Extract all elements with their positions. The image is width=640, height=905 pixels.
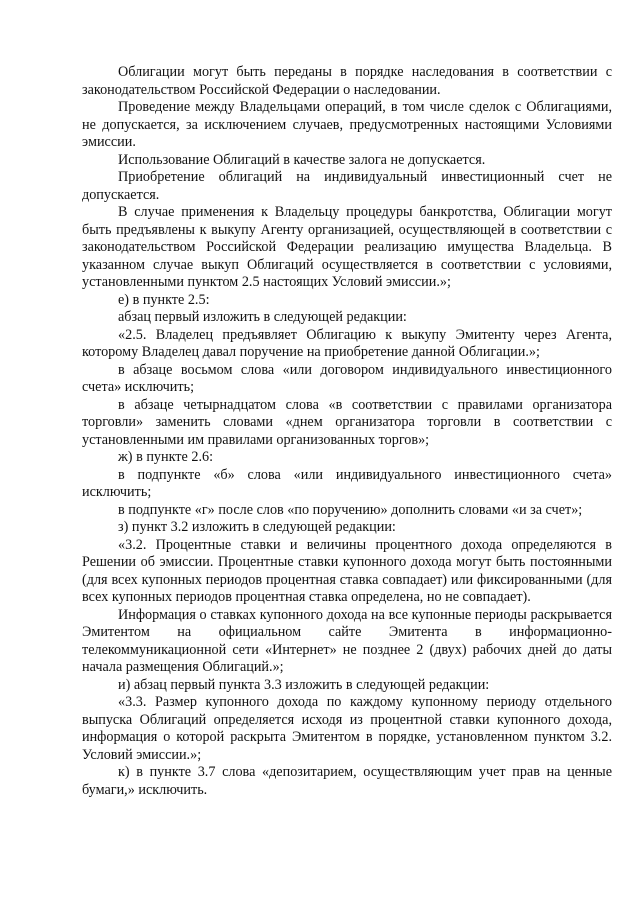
paragraph-clause-3-3: «3.3. Размер купонного дохода по каждому купонному периоду отдельного выпуска Облигаций определяется исходя из процентной ставки купонного дохода, информация о которой раскрыта Эмитентом в порядке, установленном пунктом 3.2. Условий эмиссии.»; <box>82 694 612 763</box>
paragraph-operations: Проведение между Владельцами операций, в том числе сделок с Облигациями, не допускается, за исключением случаев, предусмотренных настоящими Условиями эмиссии. <box>82 99 612 150</box>
paragraph-item-z: з) пункт 3.2 изложить в следующей редакции: <box>118 519 396 535</box>
paragraph-inheritance: Облигации могут быть переданы в порядке наследования в соответствии с законодательством Российской Федерации о наследовании. <box>82 64 612 98</box>
paragraph-first-abzac: абзац первый изложить в следующей редакции: <box>118 309 407 325</box>
paragraph-clause-2-5: «2.5. Владелец предъявляет Облигацию к выкупу Эмитенту через Агента, которому Владелец давал поручение на приобретение данной Облигации.»; <box>82 326 612 360</box>
document-page <box>82 64 612 799</box>
paragraph-eighth-abzac: в абзаце восьмом слова «или договором индивидуального инвестиционного счета» исключить; <box>82 361 612 395</box>
paragraph-subitem-b: в подпункте «б» слова «или индивидуального инвестиционного счета» исключить; <box>82 466 612 500</box>
paragraph-fourteenth-abzac: в абзаце четырнадцатом слова «в соответствии с правилами организатора торговли» заменить словами «днем организатора торговли в соответствии с установленными им правилами организованных торгов»; <box>82 396 612 448</box>
paragraph-coupon-info: Информация о ставках купонного дохода на все купонные периоды раскрывается Эмитентом на официальном сайте Эмитента в информационно-телекоммуникационной сети «Интернет» не позднее 2 (двух) рабочих дней до даты начала размещения Облигаций.»; <box>82 606 612 675</box>
paragraph-item-i: и) абзац первый пункта 3.3 изложить в следующей редакции: <box>118 676 490 693</box>
paragraph-bankruptcy: В случае применения к Владельцу процедуры банкротства, Облигации могут быть предъявлены к выкупу Агенту организацией, осуществляющей в соответствии с законодательством Российской Федерации реализацию имущества Владельца. В указанном случае выкуп Облигаций осуществляется в соответствии с условиями, установленными пунктом 2.5 настоящих Условий эмиссии.»; <box>82 204 612 290</box>
paragraph-item-e: е) в пункте 2.5: <box>118 291 210 308</box>
paragraph-pledge: Использование Облигаций в качестве залога не допускается. <box>118 151 486 168</box>
paragraph-item-zh: ж) в пункте 2.6: <box>118 449 214 465</box>
paragraph-item-k: к) в пункте 3.7 слова «депозитарием, осуществляющим учет прав на ценные бумаги,» исключить. <box>82 764 612 798</box>
paragraph-subitem-g: в подпункте «г» после слов «по поручению» дополнить словами «и за счет»; <box>118 501 583 518</box>
paragraph-iis: Приобретение облигаций на индивидуальный инвестиционный счет не допускается. <box>82 169 612 203</box>
paragraph-clause-3-2: «3.2. Процентные ставки и величины процентного дохода определяются в Решении об эмиссии. Процентные ставки купонного дохода могут быть постоянными (для всех купонных периодов процентная ставка совпадает) или фиксированными (для всех купонных периодов процентная ставка определена, но не совпадает). <box>82 536 612 605</box>
